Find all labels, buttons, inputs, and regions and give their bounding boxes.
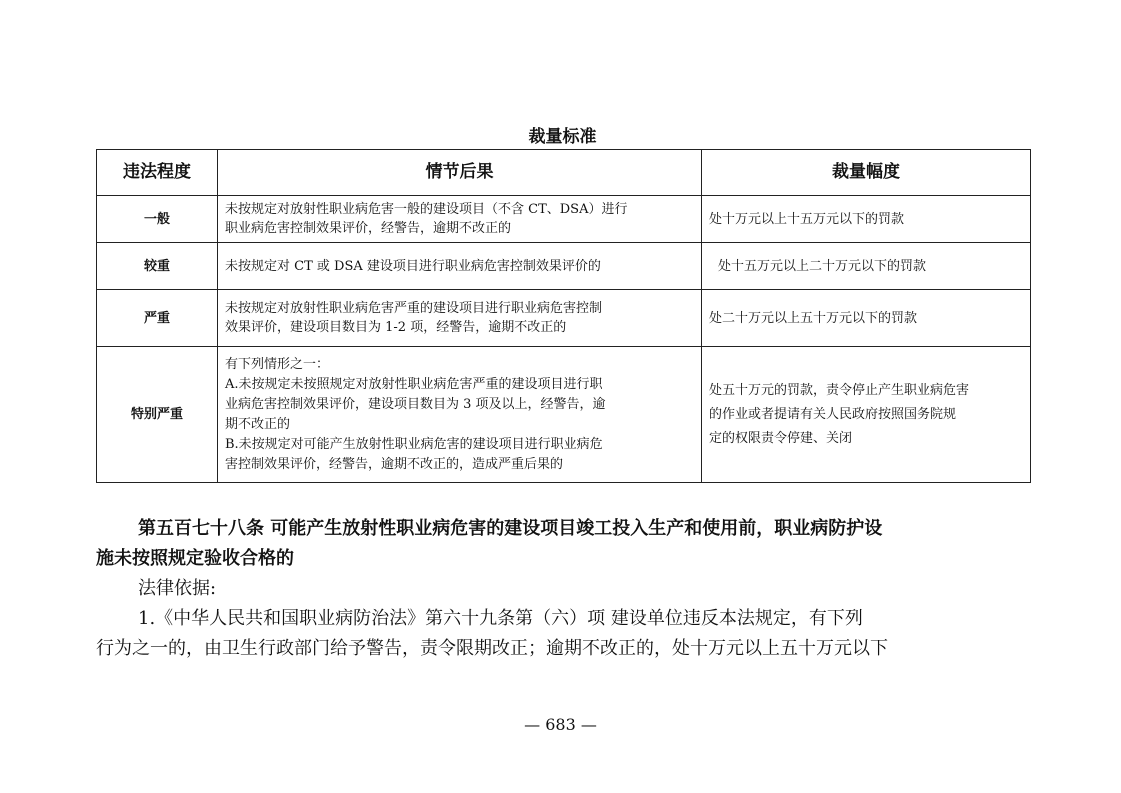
condition-line: A.未按规定未按照规定对放射性职业病危害严重的建设项目进行职 [225,376,603,392]
condition-cell [218,243,702,290]
condition-line: 职业病危害控制效果评价，经警告，逾期不改正的 [225,221,512,236]
page-number: — 683 — [524,715,597,734]
condition-cell [218,290,702,347]
legal-basis-line-2: 行为之一的，由卫生行政部门给予警告，责令限期改正；逾期不改正的，处十万元以上五十万元以下 [96,638,888,659]
table-row [97,243,1031,290]
legal-basis-line-1: 1.《中华人民共和国职业病防治法》第六十九条第（六）项 建设单位违反本法规定，有下列 [138,608,863,629]
header-violation-level: 违法程度 [97,150,218,196]
penalty-cell: 处十万元以上十五万元以下的罚款 [702,196,1031,243]
table-row [97,347,1031,483]
condition-line: 未按规定对放射性职业病危害严重的建设项目进行职业病危害控制 [225,301,603,316]
table-row [97,196,1031,243]
penalty-cell: 处二十万元以上五十万元以下的罚款 [702,290,1031,347]
condition-line: 业病危害控制效果评价，建设项目数目为 3 项及以上，经警告，逾 [225,396,606,412]
level-cell: 严重 [97,290,218,347]
penalty-line: 定的权限责令停建、关闭 [709,430,853,446]
article-heading-line-2: 施未按照规定验收合格的 [96,548,294,569]
condition-line: 期不改正的 [225,416,291,432]
table-header-row [97,150,1031,196]
condition-line: B.未按规定对可能产生放射性职业病危害的建设项目进行职业病危 [225,436,603,452]
condition-line: 未按规定对放射性职业病危害一般的建设项目（不含 CT、DSA）进行 [225,202,628,217]
condition-cell [218,196,702,243]
table-title: 裁量标准 [528,127,597,147]
legal-basis-label: 法律依据: [138,578,217,599]
condition-cell [218,347,702,483]
level-cell: 一般 [97,196,218,243]
article-heading-line-1: 第五百七十八条 可能产生放射性职业病危害的建设项目竣工投入生产和使用前，职业病防护设 [138,518,883,539]
penalty-cell [702,347,1031,483]
penalty-cell: 处十五万元以上二十万元以下的罚款 [702,243,1031,290]
condition-line: 效果评价，建设项目数目为 1-2 项，经警告，逾期不改正的 [225,320,567,335]
level-cell: 较重 [97,243,218,290]
condition-line: 未按规定对 CT 或 DSA 建设项目进行职业病危害控制效果评价的 [225,258,601,274]
condition-line: 害控制效果评价，经警告，逾期不改正的，造成严重后果的 [225,456,564,472]
condition-line: 有下列情形之一： [225,356,330,372]
header-penalty-range: 裁量幅度 [702,150,1031,196]
penalty-line: 的作业或者提请有关人民政府按照国务院规 [709,406,957,422]
header-circumstances: 情节后果 [218,150,702,196]
penalty-line: 处五十万元的罚款，责令停止产生职业病危害 [709,382,970,398]
level-cell: 特别严重 [97,347,218,483]
table-row [97,290,1031,347]
discretion-standard-table [96,149,1031,483]
